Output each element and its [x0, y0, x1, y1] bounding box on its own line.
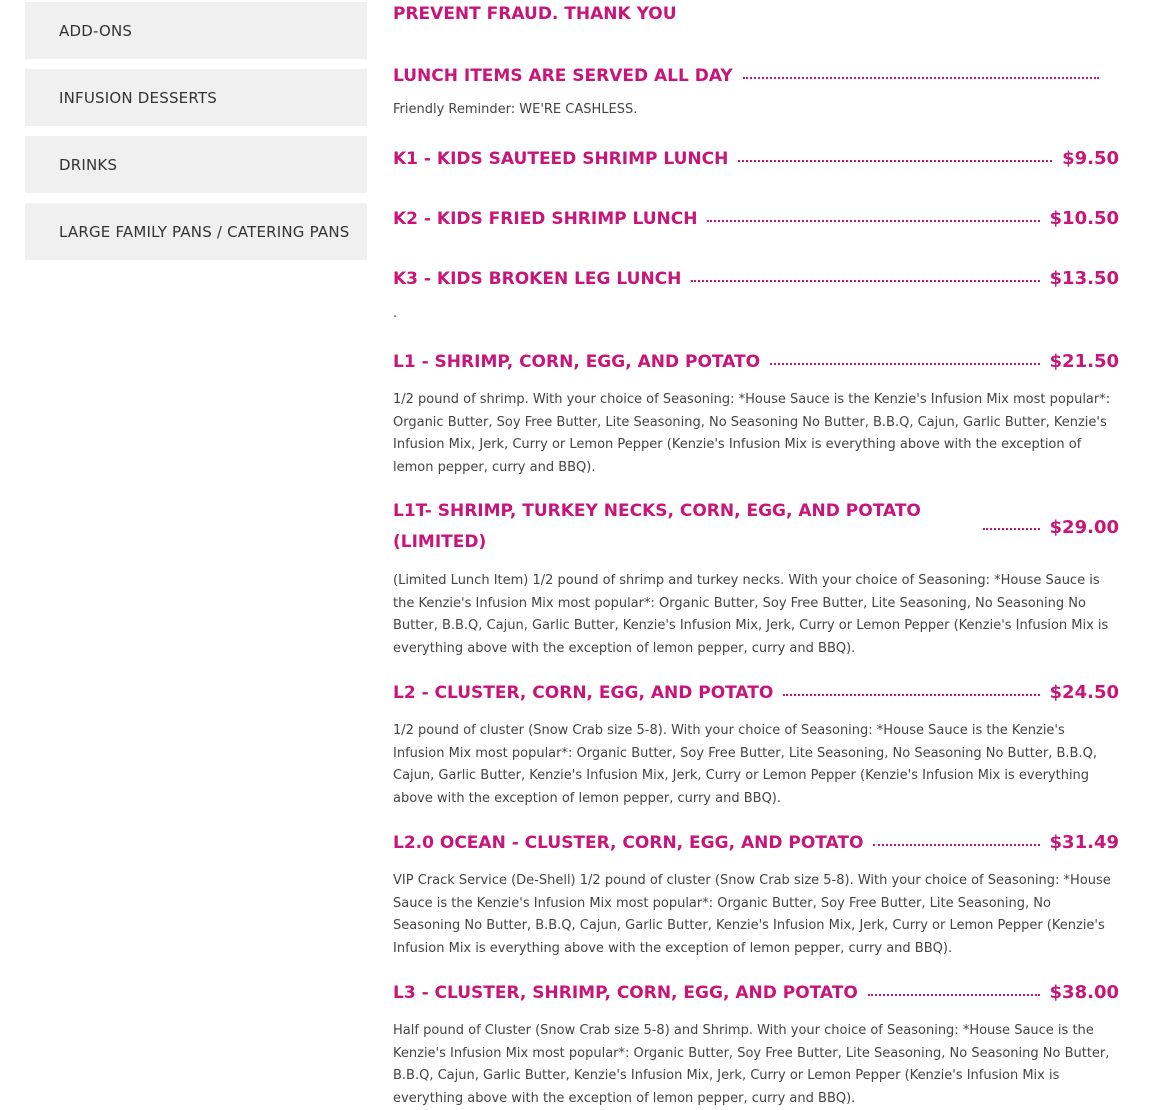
- menu-item[interactable]: [393, 143, 1119, 174]
- menu-item-price: $21.50: [1049, 351, 1119, 372]
- dotted-leader: [707, 220, 1039, 222]
- menu-item[interactable]: [393, 346, 1119, 479]
- menu-item[interactable]: [393, 496, 1119, 660]
- sidebar-item-label: DRINKS: [59, 155, 118, 174]
- section-heading: [393, 61, 1109, 91]
- dotted-leader: [738, 160, 1052, 162]
- sidebar-item-add-ons[interactable]: [25, 2, 367, 59]
- menu-item-name: L2.0 OCEAN - CLUSTER, CORN, EGG, AND POTATO: [393, 832, 864, 853]
- dotted-leader: [783, 694, 1039, 696]
- menu-item-name: L2 - CLUSTER, CORN, EGG, AND POTATO: [393, 682, 774, 703]
- menu-item-header: [393, 496, 1119, 558]
- category-sidebar: [25, 2, 367, 270]
- menu-item-name: K3 - KIDS BROKEN LEG LUNCH: [393, 268, 682, 289]
- dotted-leader: [770, 363, 1039, 365]
- sidebar-item-infusion-desserts[interactable]: [25, 69, 367, 126]
- dotted-leader: [983, 528, 1040, 530]
- menu-item-price: $10.50: [1049, 208, 1119, 229]
- section-title: LUNCH ITEMS ARE SERVED ALL DAY: [393, 66, 733, 86]
- menu-item-header: [393, 977, 1119, 1008]
- menu-item-price: $13.50: [1049, 268, 1119, 289]
- menu-item-header: [393, 677, 1119, 708]
- menu-item-header: [393, 143, 1119, 174]
- period-mark: .: [393, 306, 398, 321]
- menu-item-header: [393, 203, 1119, 234]
- menu-item-description: Half pound of Cluster (Snow Crab size 5-8) and Shrimp. With your choice of Seasoning: *House Sauce is the Kenzie's Infusion Mix most popular*: Organic Butter, Soy Free Butter, Lite Seasoning, No Seasoning No Butter, B.B.Q, Cajun, Garlic Butter, Kenzie's Infusion Mix, Jerk, Curry or Lemon Pepper (Kenzie's Infusion Mix is everything above with the exception of lemon pepper, curry and BBQ).: [393, 1023, 1110, 1106]
- menu-item[interactable]: [393, 263, 1119, 294]
- menu-item-name: L1 - SHRIMP, CORN, EGG, AND POTATO: [393, 351, 761, 372]
- sidebar-item-label: LARGE FAMILY PANS / CATERING PANS: [59, 222, 350, 241]
- dotted-leader: [691, 280, 1039, 282]
- menu-item-price: $31.49: [1049, 832, 1119, 853]
- menu-item-price: $9.50: [1062, 148, 1119, 169]
- menu-item-description: 1/2 pound of cluster (Snow Crab size 5-8). With your choice of Seasoning: *House Sauce is the Kenzie's Infusion Mix most popular*: Organic Butter, Soy Free Butter, Lite Seasoning, No Seasoning No Butter, B.B.Q, Cajun, Garlic Butter, Kenzie's Infusion Mix, Jerk, Curry or Lemon Pepper (Kenzie's Infusion Mix is everything above with the exception of lemon pepper, curry and BBQ).: [393, 723, 1097, 806]
- menu-item-name: K1 - KIDS SAUTEED SHRIMP LUNCH: [393, 148, 729, 169]
- menu-item-header: [393, 827, 1119, 858]
- menu-item-description: (Limited Lunch Item) 1/2 pound of shrimp and turkey necks. With your choice of Seasoning: *House Sauce is the Kenzie's Infusion Mix most popular*: Organic Butter, Soy Free Butter, Lite Seasoning, No Seasoning No Butter, B.B.Q, Cajun, Garlic Butter, Kenzie's Infusion Mix, Jerk, Curry or Lemon Pepper (Kenzie's Infusion Mix is everything above with the exception of lemon pepper, curry and BBQ).: [393, 573, 1109, 656]
- fraud-notice: PREVENT FRAUD. THANK YOU: [393, 4, 677, 24]
- menu-item-price: $29.00: [1049, 516, 1119, 538]
- sidebar-item-large-family-pans[interactable]: [25, 203, 367, 260]
- menu-item[interactable]: [393, 203, 1119, 234]
- menu-item[interactable]: [393, 677, 1119, 810]
- sidebar-item-drinks[interactable]: [25, 136, 367, 193]
- menu-item-description: 1/2 pound of shrimp. With your choice of Seasoning: *House Sauce is the Kenzie's Infusion Mix most popular*: Organic Butter, Soy Free Butter, Lite Seasoning, No Seasoning No Butter, B.B.Q, Cajun, Garlic Butter, Kenzie's Infusion Mix, Jerk, Curry or Lemon Pepper (Kenzie's Infusion Mix is everything above with the exception of lemon pepper, curry and BBQ).: [393, 392, 1111, 475]
- menu-item-name: L1T- SHRIMP, TURKEY NECKS, CORN, EGG, AND POTATO (LIMITED): [393, 501, 921, 552]
- dotted-leader: [743, 77, 1099, 79]
- menu-item[interactable]: [393, 977, 1119, 1110]
- sidebar-item-label: INFUSION DESSERTS: [59, 88, 217, 107]
- menu-item-price: $24.50: [1049, 682, 1119, 703]
- menu-item-header: [393, 263, 1119, 294]
- menu-item-header: [393, 346, 1119, 377]
- menu-item-name: K2 - KIDS FRIED SHRIMP LUNCH: [393, 208, 698, 229]
- menu-item-description: VIP Crack Service (De-Shell) 1/2 pound of cluster (Snow Crab size 5-8). With your choice of Seasoning: *House Sauce is the Kenzie's Infusion Mix most popular*: Organic Butter, Soy Free Butter, Lite Seasoning, No Seasoning No Butter, B.B.Q, Cajun, Garlic Butter, Kenzie's Infusion Mix, Jerk, Curry or Lemon Pepper (Kenzie's Infusion Mix is everything above with the exception of lemon pepper, curry and BBQ).: [393, 873, 1111, 956]
- sidebar-item-label: ADD-ONS: [59, 21, 133, 40]
- menu-item-price: $38.00: [1049, 982, 1119, 1003]
- menu-item-name: L3 - CLUSTER, SHRIMP, CORN, EGG, AND POTATO: [393, 982, 858, 1003]
- cashless-reminder: Friendly Reminder: WE'RE CASHLESS.: [393, 102, 638, 117]
- menu-item[interactable]: [393, 827, 1119, 960]
- dotted-leader: [868, 994, 1040, 996]
- dotted-leader: [873, 844, 1039, 846]
